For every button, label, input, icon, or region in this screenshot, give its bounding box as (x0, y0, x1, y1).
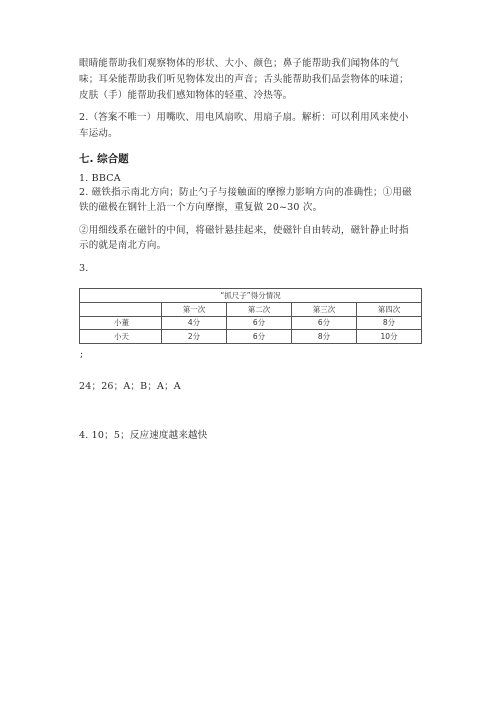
paragraph2-line-1: 2.（答案不唯一）用嘴吹、用电风扇吹、用扇子扇。解析：可以利用风来使小 (79, 112, 409, 123)
answer2b-line-1: ②用细线系在磁针的中间，将磁针悬挂起来，使磁针自由转动，磁针静止时指 (79, 225, 409, 236)
table-cell: 2分 (162, 330, 227, 344)
table-header-row (80, 303, 422, 317)
answer4: 4. 10；5；反应速度越来越快 (79, 430, 208, 441)
table-row-label: 小董 (80, 316, 162, 330)
paragraph1-line-2: 味；耳朵能帮助我们听见物体发出的声音；舌头能帮助我们品尝物体的味道； (79, 74, 409, 85)
table-header-cell: 第一次 (162, 303, 227, 317)
answer2-line-2: 铁的磁极在钢针上沿一个方向摩擦，重复做 20~30 次。 (79, 202, 323, 213)
table-cell: 6分 (227, 330, 292, 344)
table-caption: “抓尺子”得分情况 (80, 289, 422, 303)
table-row (80, 316, 422, 330)
table-cell: 8分 (357, 316, 422, 330)
table-header-cell: 第三次 (292, 303, 357, 317)
table-cell: 6分 (292, 316, 357, 330)
table-cell: 8分 (292, 330, 357, 344)
after-table-mark: ; (80, 349, 84, 360)
score-table (79, 288, 422, 344)
answer2-line-1: 2. 磁铁指示南北方向；防止勺子与接触面的摩擦力影响方向的准确性；①用磁 (79, 187, 412, 198)
paragraph1-line-3: 皮肤（手）能帮助我们感知物体的轻重、冷热等。 (79, 90, 293, 101)
table-cell: 4分 (162, 316, 227, 330)
answer3-label: 3. (79, 263, 89, 274)
answer1: 1. BBCA (79, 173, 121, 184)
answer-line: 24；26；A；B；A；A (79, 381, 181, 392)
table-header-cell (80, 303, 162, 317)
answer2b-line-2: 示的就是南北方向。 (79, 240, 167, 251)
table-header-cell: 第四次 (357, 303, 422, 317)
section-title: 七. 综合题 (79, 153, 129, 165)
table-row (80, 330, 422, 344)
table-cell: 6分 (227, 316, 292, 330)
paragraph2-line-2: 车运动。 (79, 128, 118, 139)
table-cell: 10分 (357, 330, 422, 344)
table-row-label: 小天 (80, 330, 162, 344)
table-header-cell: 第二次 (227, 303, 292, 317)
paragraph1-line-1: 眼睛能帮助我们观察物体的形状、大小、颜色；鼻子能帮助我们闻物体的气 (79, 58, 400, 69)
